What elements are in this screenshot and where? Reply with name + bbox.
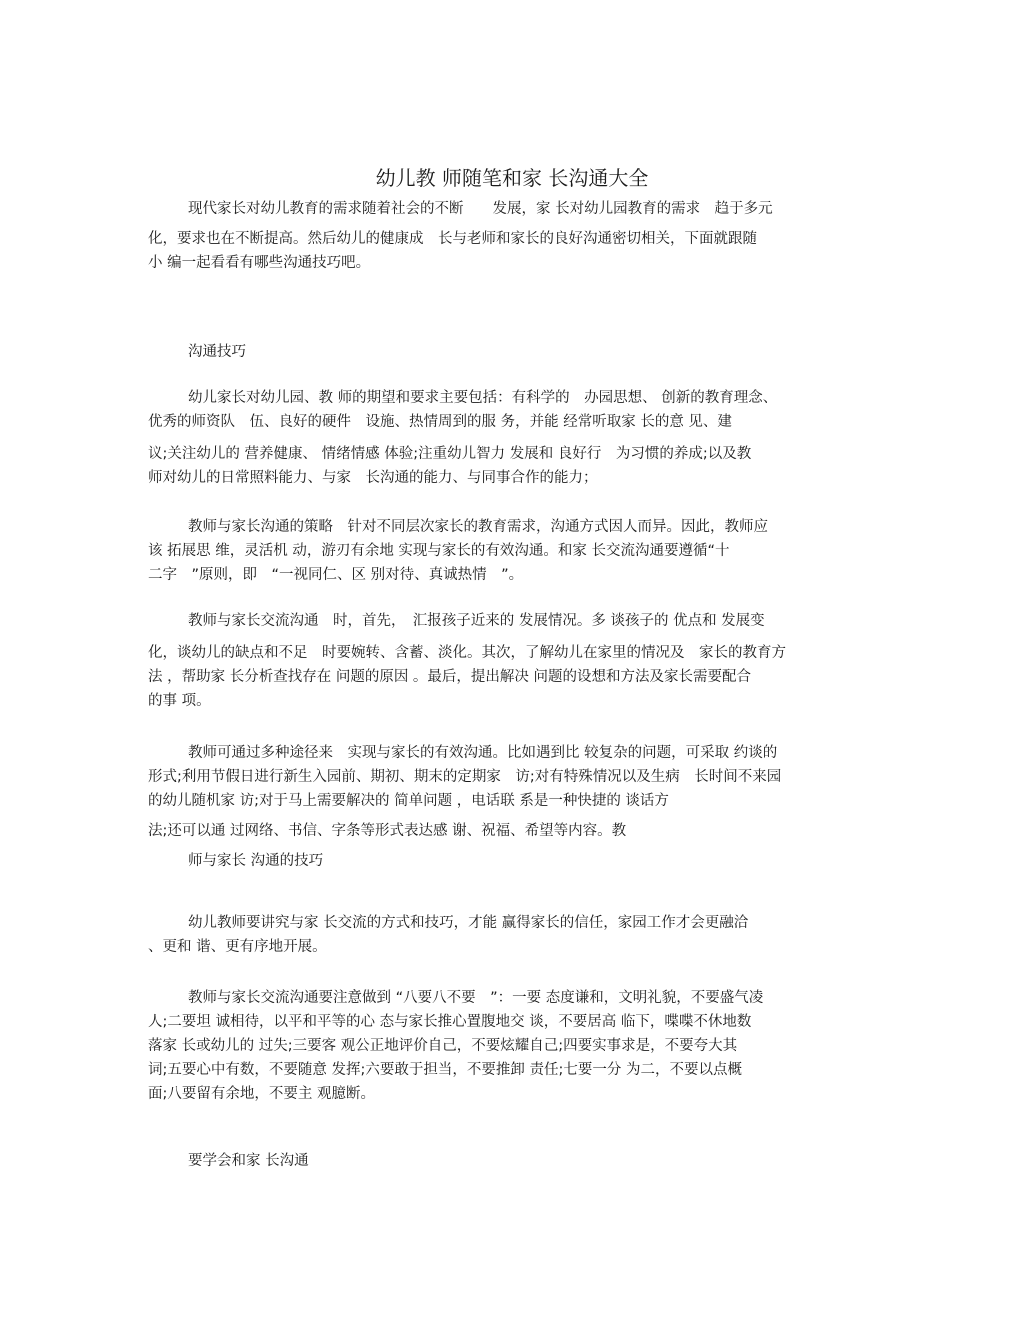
paragraph-communication-steps bbox=[148, 609, 863, 713]
paragraph-eight-dos-and-donts bbox=[148, 986, 863, 1106]
text-line: 化，谈幼儿的缺点和不足 时要婉转、含蓄、淡化。其次，了解幼儿在家里的情况及 家长的教育方 bbox=[148, 645, 786, 661]
text-line: 议;关注幼儿的 营养健康、 情绪情感 体验;注重幼儿智力 发展和 良好行 为习惯的养成;以及教 bbox=[148, 446, 752, 462]
text-line: 二字 ”原则，即 “一视同仁、区 别对待、真诚热情 ”。 bbox=[148, 567, 524, 583]
text-line: 的事 项。 bbox=[148, 693, 211, 709]
text-line: 人;二要坦 诚相待，以平和平等的心 态与家长推心置腹地交 谈，不要居高 临下，喋喋不休地数 bbox=[148, 1014, 752, 1030]
text-line: 优秀的师资队 伍、良好的硬件 设施、热情周到的服 务，并能 经常听取家 长的意 见、建 bbox=[148, 414, 732, 430]
paragraph-strategy bbox=[148, 515, 863, 587]
text-line: 面;八要留有余地，不要主 观臆断。 bbox=[148, 1086, 375, 1102]
text-line: 小 编一起看看有哪些沟通技巧吧。 bbox=[148, 255, 371, 271]
text-line: 现代家长对幼儿教育的需求随着社会的不断 发展，家 长对幼儿园教育的需求 趋于多元 bbox=[188, 201, 773, 217]
text-line: 幼儿家长对幼儿园、教 师的期望和要求主要包括：有科学的 办园思想、 创新的教育理念、 bbox=[188, 390, 778, 406]
text-line: 该 拓展思 维，灵活机 动，游刃有余地 实现与家长的有效沟通。和家 长交流沟通要遵循“十 bbox=[148, 543, 730, 559]
text-line: 教师与家长沟通的策略 针对不同层次家长的教育需求，沟通方式因人而异。因此，教师应 bbox=[188, 519, 768, 535]
intro-paragraph bbox=[148, 197, 863, 275]
text-line: 教师与家长交流沟通要注意做到 “八要八不要 ”：一要 态度谦和，文明礼貌，不要盛气凌 bbox=[188, 990, 764, 1006]
text-line: 教师与家长交流沟通 时，首先， 汇报孩子近来的 发展情况。多 谈孩子的 优点和 发展变 bbox=[188, 613, 765, 629]
paragraph-methods-and-skills bbox=[148, 911, 863, 959]
paragraph-communication-channels bbox=[148, 741, 863, 873]
paragraph-parent-expectations bbox=[148, 386, 863, 490]
text-line: 形式;利用节假日进行新生入园前、期初、期末的定期家 访;对有特殊情况以及生病 长时间不来园 bbox=[148, 769, 782, 785]
section-heading-learn-to-communicate: 要学会和家 长沟通 bbox=[188, 1153, 309, 1169]
section-heading-communication-skills: 沟通技巧 bbox=[188, 344, 246, 360]
text-line: 教师可通过多种途径来 实现与家长的有效沟通。比如遇到比 较复杂的问题，可采取 约谈的 bbox=[188, 745, 778, 761]
text-line: 化，要求也在不断提高。然后幼儿的健康成 长与老师和家长的良好沟通密切相关，下面就跟随 bbox=[148, 231, 757, 247]
text-line: 法;还可以通 过网络、书信、字条等形式表达感 谢、祝福、希望等内容。教 bbox=[148, 823, 627, 839]
text-line: 落家 长或幼儿的 过失;三要客 观公正地评价自己，不要炫耀自己;四要实事求是，不要夸大其 bbox=[148, 1038, 738, 1054]
text-line: 师对幼儿的日常照料能力、与家 长沟通的能力、与同事合作的能力； bbox=[148, 470, 598, 486]
text-line: 幼儿教师要讲究与家 长交流的方式和技巧，才能 赢得家长的信任，家园工作才会更融洽 bbox=[188, 915, 749, 931]
section-heading-teacher-parent-skills: 师与家长 沟通的技巧 bbox=[188, 853, 324, 869]
text-line: 的幼儿随机家 访;对于马上需要解决的 简单问题 ，电话联 系是一种快捷的 谈话方 bbox=[148, 793, 669, 809]
text-line: 、更和 谐、更有序地开展。 bbox=[148, 939, 327, 955]
text-line: 法 ，帮助家 长分析查找存在 问题的原因 。最后，提出解决 问题的设想和方法及家长需要配合 bbox=[148, 669, 752, 685]
text-line: 词;五要心中有数，不要随意 发挥;六要敢于担当，不要推卸 责任;七要一分 为二，不要以点概 bbox=[148, 1062, 742, 1078]
document-title: 幼儿教 师随笔和家 长沟通大全 bbox=[375, 166, 649, 190]
